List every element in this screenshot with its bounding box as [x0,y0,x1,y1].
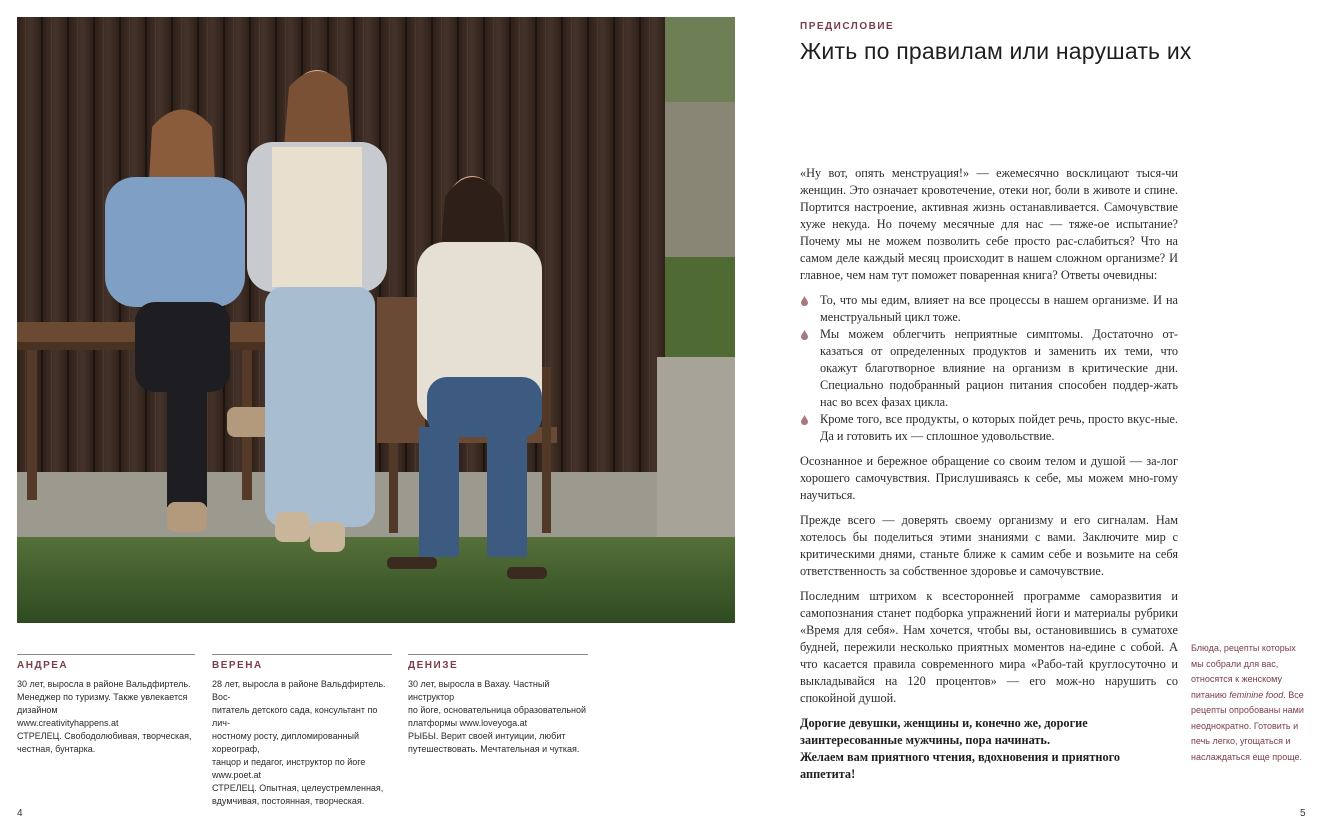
bio-line: платформы www.loveyoga.at [408,718,528,728]
bio-name: ДЕНИЗЕ [408,660,459,671]
bio-verena [212,654,392,808]
sidenote-term: feminine food [1229,689,1284,700]
list-item [800,292,1178,326]
bullet-text: То, что мы едим, влияет на все процессы в нашем организме. И на менструальный цикл тоже. [820,293,1178,324]
closing-line: аппетита! [800,767,856,781]
closing-line: заинтересованные мужчины, пора начинать. [800,733,1051,747]
margin-sidenote [1191,641,1306,765]
closing-line: Дорогие девушки, женщины и, конечно же, дорогие [800,716,1088,730]
bio-line: честная, бунтарка. [17,744,96,754]
bio-line: СТРЕЛЕЦ. Свободолюбивая, творческая, [17,731,192,741]
drop-icon [801,415,808,425]
bio-line: Менеджер по туризму. Также увлекается [17,692,188,702]
sidenote-text: . Все рецепты опробованы нами неоднократно. Готовить и печь легко, угощаться и наслаждаться еще проще. [1191,689,1304,762]
page-number-left: 4 [17,808,23,819]
page-title: Жить по правилам или нарушать их [800,38,1192,64]
bullet-text: Мы можем облегчить неприятные симптомы. Достаточно от-казаться от определенных продуктов и заменить их теми, что окажут благотворное влияние на организм в критические дни. Специально подобранный рацион питания способен поддер-жать нас во всех фазах цикла. [820,327,1178,409]
paragraph: Прежде всего — доверять своему организму и его сигналам. Нам хотелось бы поделиться этими знаниями с вами. Заключите мир с критическими днями, станьте ближе к самим себе и возьмите на себя ответственность за собственное здоровье и самочувствие. [800,513,1178,578]
bio-andrea [17,654,197,756]
bio-name: ВЕРЕНА [212,660,263,671]
intro-paragraph: «Ну вот, опять менструация!» — ежемесячно восклицают тыся-чи женщин. Это означает кровотечение, отеки ног, боли в животе и спине. Портится настроение, активная жизнь останавливается. Самочувствие хуже некуда. Но почему месячные для нас — тяже-ое испытание? Почему мы не можем позволить себе просто рас-слабиться? Что на самом деле каждый месяц происходит в нашем сложном организме? И главное, чем нам тут поможет поваренная книга? Ответы очевидны: [800,166,1178,282]
bio-line: ностному росту, дипломированный хореограф, [212,731,360,754]
section-kicker: ПРЕДИСЛОВИЕ [800,21,895,32]
bullet-list [800,292,1178,445]
paragraph: Последним штрихом к всесторонней программе саморазвития и самопознания станет подборка упражнений йоги и материалы рубрики «Время для себя». Нам хочется, чтобы вы, остановившись в суматохе будней, пережили несколько приятных моментов на-едине с собой. А что касается правила современного мира «Рабо-тай круглосуточно и выкладывайся на 120 процентов» — его мож-но нарушить со спокойной душой. [800,589,1178,705]
drop-icon [801,296,808,306]
bio-line: путешествовать. Мечтательная и чуткая. [408,744,580,754]
bio-line: 30 лет, выросла в Вахау. Частный инструктор [408,679,550,702]
bio-divider [212,654,392,655]
page-number-right: 5 [1300,808,1306,819]
bio-line: танцор и педагог, инструктор по йоге [212,757,366,767]
bio-line: по йоге, основательница образовательной [408,705,587,715]
bio-divider [17,654,195,655]
bio-denise [408,654,588,756]
list-item [800,411,1178,445]
bio-divider [408,654,588,655]
bio-name: АНДРЕА [17,660,69,671]
bio-line: 28 лет, выросла в районе Вальдфиртель. Вос- [212,679,386,702]
bio-link[interactable]: www.creativityhappens.at [17,718,119,728]
closing-note [800,715,1178,783]
bio-line: РЫБЫ. Верит своей интуиции, любит [408,731,566,741]
bio-line: дизайном [17,705,58,715]
bio-link[interactable]: www.poet.at [212,770,262,780]
bio-line: 30 лет, выросла в районе Вальдфиртель. [17,679,191,689]
drop-icon [801,330,808,340]
photo-three-women [17,17,735,623]
sidenote-text: Блюда, рецепты которых мы собрали для вас, относятся к женскому питанию [1191,643,1296,700]
preface-body [800,165,1178,783]
paragraph: Осознанное и бережное обращение со своим телом и душой — за-лог хорошего самочувствия. Прислушиваясь к себе, мы можем мно-гому научиться. [800,454,1178,502]
closing-line: Желаем вам приятного чтения, вдохновения и приятного [800,750,1121,764]
bio-line: питатель детского сада, консультант по лич- [212,705,378,728]
bio-line: вдумчивая, постоянная, творческая. [212,796,365,806]
bio-line: СТРЕЛЕЦ. Опытная, целеустремленная, [212,783,384,793]
photo-image [17,17,735,623]
bullet-text: Кроме того, все продукты, о которых пойдет речь, просто вкус-ные. Да и готовить их — сплошное удовольствие. [820,412,1178,443]
list-item [800,326,1178,411]
